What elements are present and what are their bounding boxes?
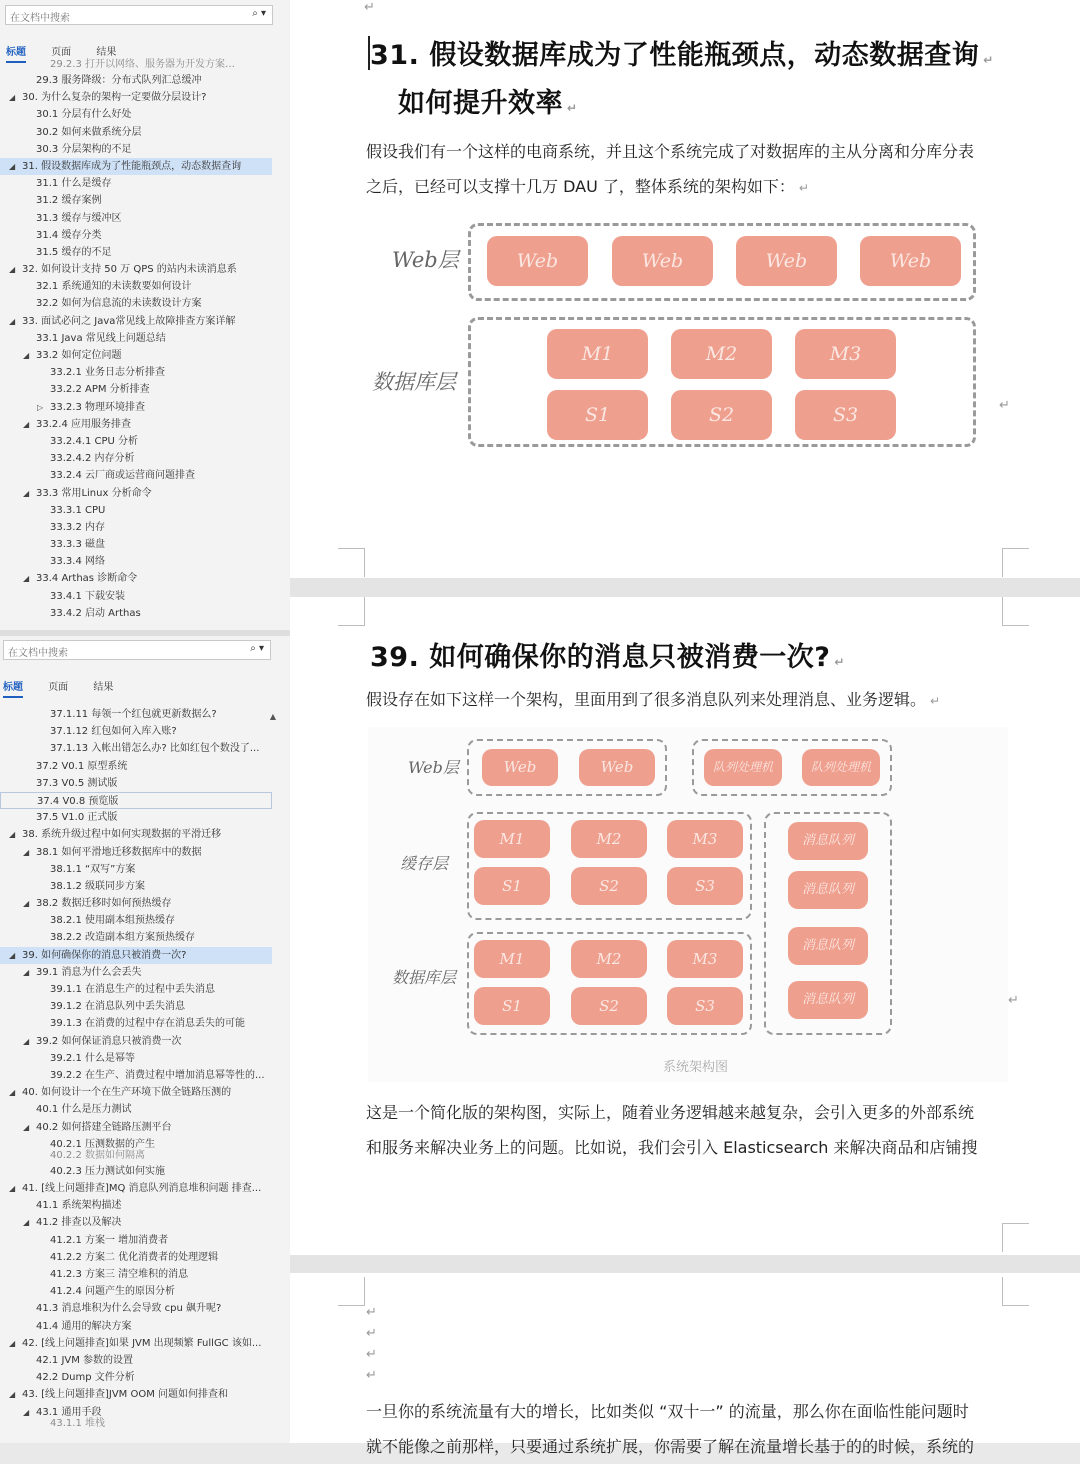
outline-item-label: 38.2 数据迁移时如何预热缓存 [36,898,172,910]
outline-item-label: 33.2.4.1 CPU 分析 [50,435,139,447]
outline-heading[interactable] [0,313,272,330]
db-master-node: M3 [667,940,743,978]
outline-subheading[interactable] [0,1067,272,1084]
page-title: 31. 假设数据库成为了性能瓶颈点，动态数据查询 ↵ [370,40,994,71]
outline-item-label: 40.1 什么是压力测试 [36,1104,132,1116]
page-corner-marker [338,1277,365,1306]
page-corner-marker [1002,548,1029,577]
outline-item-label: 33.3.3 磁盘 [50,539,105,551]
outline-subheading[interactable] [0,553,272,570]
cache-slave-node: S2 [571,867,647,905]
outline-item-label: 33.2.4 云厂商或运营商问题排查 [50,470,195,482]
outline-subheading[interactable] [0,1404,272,1421]
outline-item-label: 43.1 通用手段 [36,1406,102,1418]
outline-item-label: 31.3 缓存与缓冲区 [36,212,122,224]
outline-item-label: 31. 假设数据库成为了性能瓶颈点，动态数据查询 [22,160,242,172]
outline-item-label: 30.2 如何来做系统分层 [36,126,142,138]
navigation-pane-bottom [0,636,291,1443]
paragraph-mark: ↵ [366,1326,377,1341]
paragraph-mark: ↵ [999,398,1010,413]
layer-label-web: Web层 [392,248,459,272]
outline-item-label: 39. 如何确保你的消息只被消费一次? [22,949,187,961]
outline-heading[interactable] [0,1386,272,1403]
outline-item-label: 33.2.4.2 内存分析 [50,453,135,465]
outline-subheading[interactable] [0,844,272,861]
outline-subheading[interactable] [0,1214,272,1231]
collapse-arrow-icon[interactable]: ◢ [9,316,16,326]
master-db-node: M3 [795,329,896,379]
outline-subheading[interactable] [0,929,272,946]
outline-subheading[interactable] [0,502,272,519]
outline-subheading[interactable] [0,295,272,312]
outline-subheading[interactable] [0,244,272,261]
cache-slave-node: S1 [474,867,550,905]
outline-subheading[interactable] [0,485,272,502]
outline-item-label: 40.2.1 压测数据的产生 [50,1138,155,1150]
document-page [290,1273,1080,1456]
outline-item-label: 29.3 服务降级：分布式队列汇总缓冲 [36,75,202,86]
outline-item-label: 30. 为什么复杂的架构一定要做分层设计? [22,92,207,104]
web-node: Web [482,749,558,786]
db-slave-node: S1 [474,987,550,1025]
outline-subheading[interactable] [0,706,272,723]
collapse-arrow-icon[interactable]: ◢ [23,1122,30,1132]
outline-item-label: 32. 如何设计支持 50 万 QPS 的站内未读消息系 [22,264,237,276]
outline-item-label: 39.2.1 什么是幂等 [50,1052,135,1064]
outline-item-label: 33.4.2 启动 Arthas [50,607,141,619]
outline-item-label: 33.3.1 CPU [50,504,106,516]
collapse-arrow-icon[interactable]: ◢ [9,161,16,171]
outline-subheading[interactable] [0,467,272,484]
outline-subheading[interactable] [0,1232,272,1249]
cache-slave-node: S3 [667,867,743,905]
outline-item-label: 38.1.2 级联同步方案 [50,880,145,892]
outline-subheading[interactable] [0,1119,272,1136]
outline-subheading[interactable] [0,912,272,929]
outline-subheading[interactable] [0,1163,272,1180]
slave-db-node: S2 [671,390,772,440]
outline-heading[interactable] [0,1084,272,1101]
cache-master-node: M2 [571,820,647,858]
outline-subheading[interactable] [0,981,272,998]
collapse-arrow-icon[interactable]: ◢ [9,1338,16,1348]
outline-item-label: 31.1 什么是缓存 [36,178,112,190]
outline-item-label: 33.2.3 物理环境排查 [50,401,145,413]
outline-subheading[interactable] [0,758,272,775]
search-input[interactable] [3,640,271,660]
outline-subheading[interactable] [0,1149,272,1163]
outline-item-label: 38. 系统升级过程中如何实现数据的平滑迁移 [22,829,222,841]
outline-item-label: 38.2.2 改造副本组方案预热缓存 [50,932,195,944]
outline-item-label: 40. 如何设计一个在生产环境下做全链路压测的 [22,1087,232,1099]
collapse-arrow-icon[interactable]: ◢ [23,351,30,360]
outline-subheading[interactable] [0,192,272,209]
search-placeholder: 在文档中搜索 [10,13,70,24]
body-paragraph: 一旦你的系统流量有大的增长，比如类似 “双十一” 的流量，那么你在面临性能问题时 就不能像之前那样，只要通过系统扩展，你需要了解在流量增长基于的的时候，系统的 [366,1402,975,1456]
paragraph-mark: ↵ [1008,993,1019,1008]
outline-item-label: 40.2 如何搭建全链路压测平台 [36,1121,172,1133]
master-db-node: M2 [671,329,772,379]
tab-results[interactable]: 结果 [93,682,114,693]
outline-item-label: 40.2.2 数据如何隔离 [50,1149,145,1161]
web-node: Web [612,236,713,286]
outline-subheading[interactable] [0,416,272,433]
page-gap [290,1255,1080,1273]
outline-item-label: 33.4 Arthas 诊断命令 [36,573,138,585]
outline-item-label: 38.1 如何平滑地迁移数据库中的数据 [36,846,202,858]
web-node: Web [860,236,961,286]
outline-heading[interactable] [0,261,272,278]
outline-item-label: 42.2 Dump 文件分析 [36,1372,135,1384]
outline-item-label: 32.1 系统通知的未读数要如何设计 [36,281,192,293]
outline-item-label: 37.4 V0.8 预览版 [37,795,119,807]
outline-list [0,59,272,622]
outline-subheading[interactable] [0,278,272,295]
collapse-arrow-icon[interactable]: ◢ [9,93,16,103]
message-queue-node: 消息队列 [788,927,868,965]
navigation-pane-top [0,0,291,630]
document-page [290,0,1080,578]
outline-subheading[interactable] [0,775,272,792]
page-gap [290,578,1080,597]
outline-heading[interactable] [0,826,272,843]
outline-item-label: 37.1.12 红包如何入库入账? [50,726,177,738]
outline-item-label: 33.4.1 下载安装 [50,590,125,602]
web-node: Web [579,749,655,786]
outline-item-label: 40.2.3 压力测试如何实施 [50,1165,165,1177]
outline-item-label: 32.2 如何为信息流的未读数设计方案 [36,298,202,310]
outline-heading[interactable] [0,1335,272,1352]
outline-item-label: 38.2.1 使用副本组预热缓存 [50,915,175,927]
queue-processor-node: 队列处理机 [802,749,880,786]
outline-subheading[interactable] [0,878,272,895]
outline-subheading[interactable] [0,433,272,450]
outline-item-label: 31.2 缓存案例 [36,195,102,207]
page-corner-marker [1002,597,1029,626]
outline-item-label: 30.1 分层有什么好处 [36,109,132,121]
outline-subheading[interactable] [0,1369,272,1386]
outline-item-label: 39.1.2 在消息队列中丢失消息 [50,1001,185,1013]
web-node: Web [736,236,837,286]
db-master-node: M1 [474,940,550,978]
system-architecture-diagram [368,727,1008,1082]
outline-item-label: 37.1.11 每领一个红包就更新数据么? [50,709,217,720]
outline-item-label: 41.2 排查以及解决 [36,1217,122,1229]
message-queue-node: 消息队列 [788,981,868,1019]
collapse-arrow-icon[interactable]: ◢ [23,899,30,909]
tab-results[interactable]: 结果 [96,47,117,58]
db-slave-node: S3 [667,987,743,1025]
outline-subheading[interactable] [0,998,272,1015]
outline-subheading[interactable] [0,72,272,89]
cache-master-node: M1 [474,820,550,858]
db-master-node: M2 [571,940,647,978]
nav-tabs [3,678,135,698]
architecture-diagram [370,218,990,458]
tab-pages[interactable]: 页面 [48,682,69,693]
outline-item-label: 33.3 常用Linux 分析命令 [36,487,152,499]
search-input[interactable] [5,5,273,25]
outline-item-label: 33.2.2 APM 分析排查 [50,384,150,396]
outline-subheading[interactable] [0,588,272,605]
outline-subheading[interactable] [0,1352,272,1369]
message-queue-node: 消息队列 [788,822,868,860]
tab-pages[interactable]: 页面 [51,47,72,58]
outline-item-label: 42.1 JVM 参数的设置 [36,1354,134,1366]
outline-subheading[interactable] [0,381,272,398]
outline-subheading[interactable] [0,895,272,912]
page-corner-marker [338,597,365,626]
outline-item-label: 41.1 系统架构描述 [36,1200,122,1212]
collapse-arrow-icon[interactable]: ◢ [9,830,16,840]
outline-subheading[interactable] [0,141,272,158]
page-title-line2: 如何提升效率 ↵ [398,88,578,119]
outline-item-label: 30.3 分层架构的不足 [36,143,132,155]
outline-heading[interactable] [0,947,272,964]
page-corner-marker [1002,1277,1029,1306]
outline-subheading[interactable] [0,59,272,72]
outline-subheading[interactable] [0,740,272,757]
page-corner-marker [338,548,365,577]
outline-item-label: 33.2 如何定位问题 [36,350,122,361]
outline-heading[interactable] [0,1180,272,1197]
outline-subheading[interactable] [0,570,272,587]
body-paragraph: 这是一个简化版的架构图，实际上，随着业务逻辑越来越复杂，会引入更多的外部系统 和服务来解决业务上的问题。比如说，我们会引入 Elasticsearch 来解决商品和店铺搜 [366,1103,978,1157]
outline-item-label: 42. [线上问题排查]如果 JVM 出现频繁 FullGC 该如... [22,1337,262,1349]
outline-subheading[interactable] [0,1318,272,1335]
collapse-arrow-icon[interactable]: ◢ [23,419,30,429]
outline-item-label: 33. 面试必问之 Java常见线上故障排查方案详解 [22,315,236,327]
outline-item-label: 33.3.2 内存 [50,521,105,533]
outline-item-label: 39.2.2 在生产、消费过程中增加消息幂等性的... [50,1069,265,1081]
outline-item-label: 41.2.2 方案二 优化消费者的处理逻辑 [50,1251,219,1263]
outline-subheading[interactable] [0,1101,272,1118]
tab-headings[interactable]: 标题 [6,43,26,63]
slave-db-node: S3 [795,390,896,440]
outline-heading[interactable] [0,158,272,175]
outline-item-label: 39.1.3 在消费的过程中存在消息丢失的可能 [50,1018,245,1030]
outline-item-label: 43.1.1 堆栈 [50,1417,105,1429]
outline-subheading[interactable] [0,175,272,192]
collapse-arrow-icon[interactable]: ◢ [23,488,30,498]
outline-subheading[interactable] [0,723,272,740]
collapse-arrow-icon[interactable]: ◢ [23,1407,30,1417]
outline-subheading[interactable] [0,1197,272,1214]
outline-subheading[interactable] [0,106,272,123]
outline-heading[interactable] [0,89,272,106]
outline-subheading[interactable] [0,1015,272,1032]
collapse-arrow-icon[interactable]: ◢ [23,967,30,977]
outline-item-label: 41.2.3 方案三 清空堆积的消息 [50,1269,189,1280]
outline-item-label: 41.4 通用的解决方案 [36,1320,132,1332]
document-page [290,597,1080,1255]
outline-item-label: 39.1 消息为什么会丢失 [36,966,142,978]
outline-item-label: 33.3.4 网络 [50,556,105,568]
paragraph-mark: ↵ [366,1347,377,1362]
outline-item-label: 39.1.1 在消息生产的过程中丢失消息 [50,984,215,995]
outline-subheading[interactable] [0,227,272,244]
outline-item-label: 41.3 消息堆积为什么会导致 cpu 飙升呢? [36,1303,222,1315]
layer-label-cache: 缓存层 [400,854,449,873]
outline-subheading[interactable] [0,1249,272,1266]
layer-label-db: 数据库层 [372,370,456,394]
outline-item-label: 37.2 V0.1 原型系统 [36,760,128,772]
layer-label-web: Web层 [408,758,459,777]
expand-arrow-icon[interactable]: ▷ [37,402,44,412]
outline-item-label: 43. [线上问题排查]JVM OOM 问题如何排查和 [22,1389,229,1401]
paragraph-mark: ↵ [366,1368,377,1383]
search-icon[interactable]: ⌕ ▾ [250,643,264,654]
master-db-node: M1 [547,329,648,379]
outline-subheading[interactable] [0,792,272,809]
outline-item-label: 33.2.4 应用服务排查 [36,418,131,430]
outline-subheading[interactable] [0,450,272,467]
outline-subheading[interactable] [0,210,272,227]
outline-item-label: 41.2.1 方案一 增加消费者 [50,1234,169,1246]
collapse-arrow-icon[interactable]: ◢ [9,265,16,275]
layer-label-db: 数据库层 [392,968,457,987]
search-icon[interactable]: ⌕ ▾ [252,8,266,19]
outline-item-label: 31.4 缓存分类 [36,229,102,241]
outline-subheading[interactable] [0,809,272,826]
page-title: 39. 如何确保你的消息只被消费一次? ↵ [370,642,845,673]
outline-item-label: 41.2.4 问题产生的原因分析 [50,1286,175,1298]
outline-item-label: 33.2.1 业务日志分析排查 [50,367,165,379]
outline-subheading[interactable] [0,536,272,553]
message-queue-node: 消息队列 [788,871,868,909]
queue-processor-node: 队列处理机 [704,749,782,786]
web-node: Web [487,236,588,286]
slave-db-node: S1 [547,390,648,440]
outline-item-label: 38.1.1 “双写”方案 [50,863,136,875]
outline-item-label: 33.1 Java 常见线上问题总结 [36,332,166,344]
outline-subheading[interactable] [0,124,272,141]
outline-item-label: 39.2 如何保证消息只被消费一次 [36,1035,182,1047]
outline-subheading[interactable] [0,399,272,416]
collapse-arrow-icon[interactable]: ◢ [9,1088,16,1098]
collapse-arrow-icon[interactable]: ◢ [23,847,30,857]
outline-list [0,706,272,1431]
collapse-arrow-icon[interactable]: ◢ [23,1036,30,1046]
search-placeholder: 在文档中搜索 [8,648,68,659]
collapse-arrow-icon[interactable]: ◢ [23,1218,30,1228]
outline-subheading[interactable] [0,964,272,981]
outline-subheading[interactable] [0,1417,272,1431]
outline-subheading[interactable] [0,1283,272,1300]
body-paragraph: 假设存在如下这样一个架构，里面用到了很多消息队列来处理消息、业务逻辑。 ↵ [366,690,941,709]
diagram-caption: 系统架构图 [663,1060,729,1075]
page-corner-marker [1002,1223,1029,1252]
paragraph-mark: ↵ [366,1305,377,1320]
collapse-arrow-icon[interactable]: ◢ [9,1184,16,1194]
outline-subheading[interactable] [0,1300,272,1317]
outline-subheading[interactable] [0,1050,272,1067]
body-paragraph: 假设我们有一个这样的电商系统，并且这个系统完成了对数据库的主从分离和分库分表 之后，已经可以支撑十几万 DAU 了，整体系统的架构如下： ↵ [366,142,975,196]
tab-headings[interactable]: 标题 [3,678,23,698]
cache-master-node: M3 [667,820,743,858]
outline-subheading[interactable] [0,1033,272,1050]
outline-item-label: 31.5 缓存的不足 [36,246,112,258]
outline-item-label: 29.2.3 打开以网络、服务器为开发方案… [50,59,235,70]
outline-subheading[interactable] [0,364,272,381]
outline-subheading[interactable] [0,330,272,347]
outline-item-label: 41. [线上问题排查]MQ 消息队列消息堆积问题 排查... [22,1183,262,1195]
outline-subheading[interactable] [0,861,272,878]
collapse-arrow-icon[interactable]: ◢ [9,1390,16,1400]
outline-subheading[interactable] [0,605,272,622]
paragraph-mark: ↵ [364,0,375,15]
collapse-arrow-icon[interactable]: ◢ [23,574,30,584]
outline-item-label: 37.3 V0.5 测试版 [36,777,118,789]
outline-subheading[interactable] [0,1266,272,1283]
outline-item-label: 37.5 V1.0 正式版 [36,812,118,824]
scroll-up-arrow-icon[interactable]: ▲ [269,712,276,721]
outline-subheading[interactable] [0,519,272,536]
collapse-arrow-icon[interactable]: ◢ [9,950,16,960]
outline-subheading[interactable] [0,347,272,364]
outline-item-label: 37.1.13 入帐出错怎么办? 比如红包个数没了... [50,743,260,755]
db-slave-node: S2 [571,987,647,1025]
